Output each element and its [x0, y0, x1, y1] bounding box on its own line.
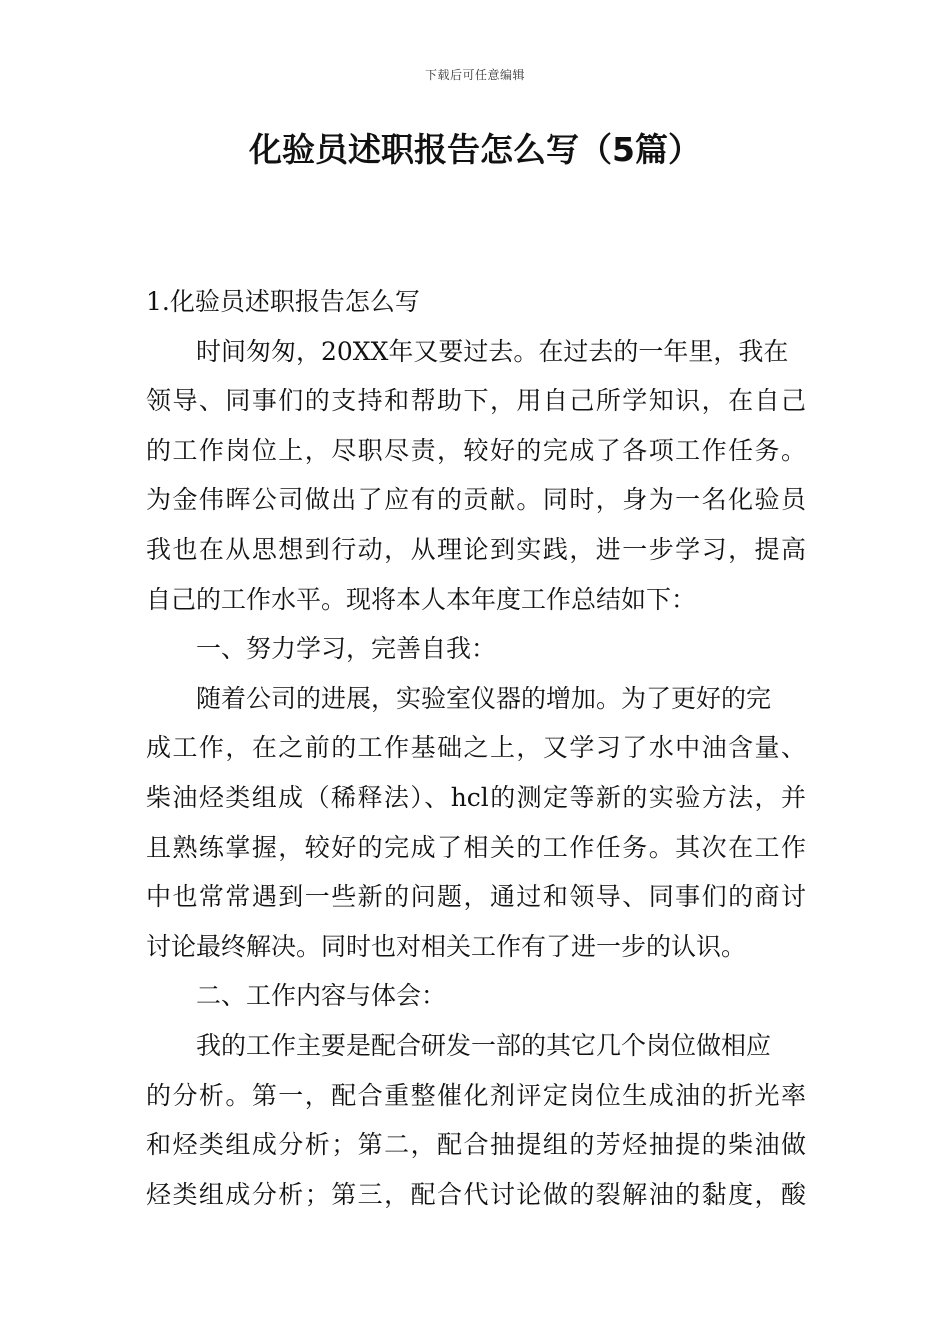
paragraph-line: 中也常常遇到一些新的问题，通过和领导、同事们的商讨 [146, 882, 806, 912]
subsection-heading: 二、工作内容与体会： [196, 981, 447, 1011]
header-note: 下载后可任意编辑 [424, 68, 525, 82]
paragraph-line: 柴油烃类组成（稀释法）、hcl的测定等新的实验方法，并 [146, 782, 806, 812]
paragraph-line: 烃类组成分析；第三，配合代讨论做的裂解油的黏度，酸 [146, 1179, 806, 1209]
paragraph-line: 成工作，在之前的工作基础之上，又学习了水中油含量、 [146, 733, 806, 763]
subsection-heading: 一、努力学习，完善自我： [196, 634, 497, 664]
section-heading: 1.化验员述职报告怎么写 [146, 287, 420, 316]
paragraph-line: 的分析。第一，配合重整催化剂评定岗位生成油的折光率 [146, 1080, 806, 1110]
paragraph-line: 自己的工作水平。现将本人本年度工作总结如下： [146, 584, 697, 614]
paragraph-line: 的工作岗位上，尽职尽责，较好的完成了各项工作任务。 [146, 435, 806, 465]
paragraph-line: 领导、同事们的支持和帮助下，用自己所学知识，在自己 [146, 386, 806, 416]
paragraph-line: 我的工作主要是配合研发一部的其它几个岗位做相应 [196, 1030, 772, 1060]
document-body [146, 277, 806, 1219]
paragraph-line: 随着公司的进展，实验室仪器的增加。为了更好的完 [196, 683, 772, 713]
paragraph-line: 且熟练掌握，较好的完成了相关的工作任务。其次在工作 [146, 832, 806, 862]
paragraph-line: 讨论最终解决。同时也对相关工作有了进一步的认识。 [146, 931, 747, 961]
document-title: 化验员述职报告怎么写（5篇） [249, 130, 701, 169]
paragraph-line: 和烃类组成分析；第二，配合抽提组的芳烃抽提的柴油做 [146, 1130, 806, 1160]
paragraph-line: 为金伟晖公司做出了应有的贡献。同时，身为一名化验员 [146, 485, 806, 515]
paragraph-line: 我也在从思想到行动，从理论到实践，进一步学习，提高 [146, 534, 806, 564]
paragraph-line: 时间匆匆，20XX年又要过去。在过去的一年里，我在 [196, 336, 789, 366]
